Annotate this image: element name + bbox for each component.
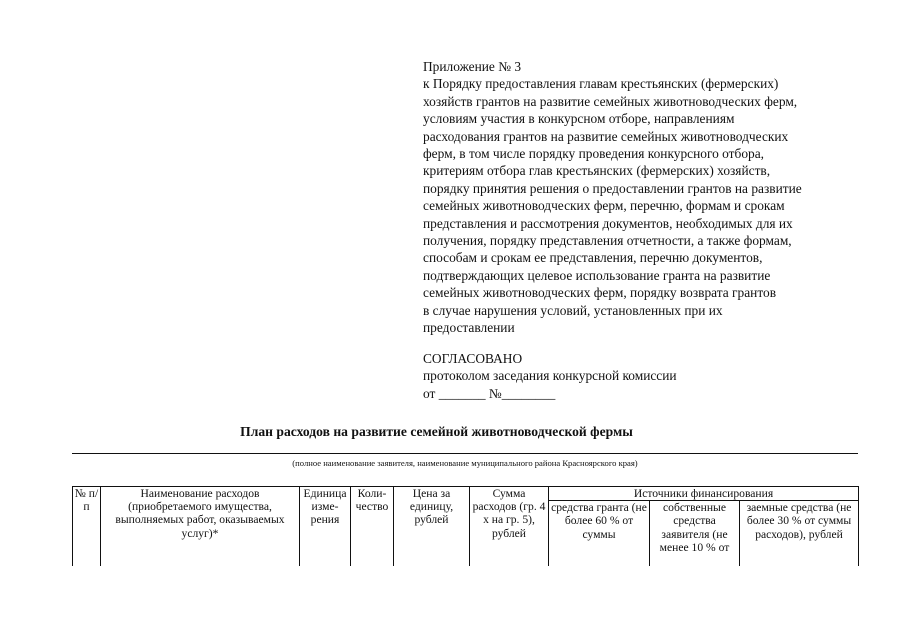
- appendix-line: к Порядку предоставления главам крестьянских (фермерских): [423, 76, 779, 92]
- appendix-line: порядку принятия решения о предоставлении грантов на развитие: [423, 180, 802, 196]
- plan-title-text: План расходов на развитие семейной животноводческой фермы: [240, 424, 633, 439]
- header-loan-funds: заемные средства (не более 30 % от суммы расходов), рублей: [740, 501, 859, 568]
- approval-title: СОГЛАСОВАНО: [423, 351, 523, 366]
- appendix-line: Приложение № 3: [423, 59, 522, 74]
- appendix-line: ферм, в том числе порядку проведения конкурсного отбора,: [423, 146, 765, 162]
- page-bottom: [0, 566, 905, 640]
- header-number: № п/п: [73, 487, 101, 568]
- header-unit: Единица изме-рения: [300, 487, 351, 568]
- appendix-line: хозяйств грантов на развитие семейных животноводческих ферм,: [423, 93, 798, 109]
- appendix-line: семейных животноводческих ферм, порядку возврата грантов: [423, 285, 777, 301]
- approval-block: [423, 350, 843, 402]
- applicant-name-caption: (полное наименование заявителя, наименование муниципального района Красноярского края): [292, 458, 638, 468]
- header-unit-price: Цена за единицу, рублей: [394, 487, 470, 568]
- header-expense-name: Наименование расходов (приобретаемого имущества, выполняемых работ, оказываемых услуг)*: [101, 487, 300, 568]
- appendix-line: семейных животноводческих ферм, перечню, формам и срокам: [423, 198, 785, 214]
- appendix-line: представления и рассмотрения документов, необходимых для их: [423, 215, 793, 231]
- appendix-line: критериям отбора глав крестьянских (фермерских) хозяйств,: [423, 163, 771, 179]
- appendix-line: предоставлении: [423, 320, 515, 336]
- expense-plan-table: [72, 486, 859, 568]
- appendix-line: получения, порядку представления отчетности, а также формам,: [423, 233, 792, 249]
- header-grant-funds: средства гранта (не более 60 % от суммы: [549, 501, 650, 568]
- appendix-line: подтверждающих целевое использование гранта на развитие: [423, 267, 771, 283]
- appendix-block: [423, 58, 863, 337]
- appendix-line: в случае нарушения условий, установленных при их: [423, 302, 723, 318]
- appendix-line: способам и срокам ее представления, перечню документов,: [423, 250, 763, 266]
- header-own-funds: собственные средства заявителя (не менее 10 % от: [650, 501, 740, 568]
- header-sum: Сумма расходов (гр. 4 х на гр. 5), рублей: [470, 487, 549, 568]
- header-funding-sources: Источники финансирования: [549, 487, 859, 501]
- header-quantity: Коли-чество: [351, 487, 394, 568]
- appendix-line: расходования грантов на развитие семейных животноводческих: [423, 128, 789, 144]
- applicant-name-line: [72, 453, 858, 454]
- plan-title: [0, 424, 905, 440]
- appendix-line: условиям участия в конкурсном отборе, направлениям: [423, 111, 735, 127]
- approval-date-number: от _______ №________: [423, 385, 556, 401]
- approval-protocol: протоколом заседания конкурсной комиссии: [423, 368, 677, 384]
